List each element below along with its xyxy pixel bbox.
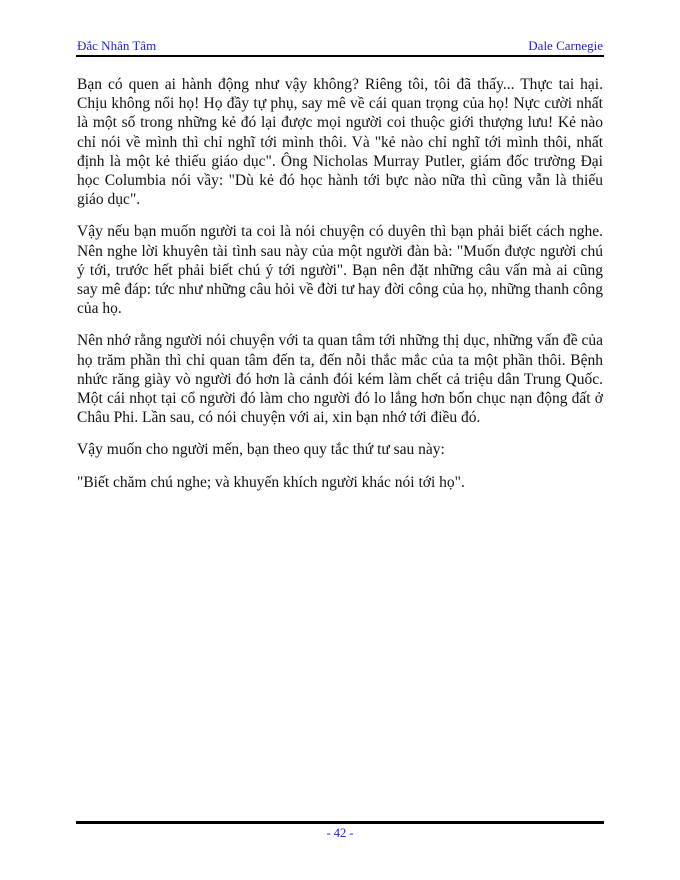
paragraph-5-rule-quote: "Biết chăm chú nghe; và khuyến khích người khác nói tới họ". [77, 473, 465, 491]
header-author: Dale Carnegie [528, 38, 603, 53]
paragraph-3: Nên nhớ rằng người nói chuyện với ta quan tâm tới những thị dục, những vấn đề của họ trăm phần thì chỉ quan tâm đến ta, đến nỗi thắc mắc của ta một phần thôi. Bệnh nhức răng giày vò người đó hơn là cảnh đói kém làm chết cả triệu dân Trung Quốc. Một cái nhọt tại cổ người đó làm cho người đó lo lắng hơn bốn chục nạn động đất ở Châu Phi. Lần sau, có nói chuyện với ai, xin bạn nhớ tới điều đó. [77, 332, 603, 427]
page-header [77, 38, 603, 53]
page-number: - 42 - [326, 826, 354, 840]
paragraph-2: Vậy nếu bạn muốn người ta coi là nói chuyện có duyên thì bạn phải biết cách nghe. Nên nghe lời khuyên tài tình sau này của một người đàn bà: "Muốn được người chú ý tới, trước hết phải biết chú ý tới người". Bạn nên đặt những câu vấn mà ai cũng say mê đáp: tức như những câu hỏi về đời tư hay đời công của họ, những thanh công của họ. [77, 223, 603, 318]
header-rule [76, 55, 604, 57]
footer-rule [76, 821, 604, 824]
header-book-title: Đắc Nhân Tâm [77, 38, 157, 53]
paragraph-1: Bạn có quen ai hành động như vậy không? Riêng tôi, tôi đã thấy... Thực tai hại. Chịu không nổi họ! Họ đầy tự phụ, say mê về cái quan trọng của họ! Nực cười nhất là một số trong những kẻ đó lại được mọi người coi thuộc giới thượng lưu! Kẻ nào chỉ nói về mình thì chỉ nghĩ tới mình thôi. Và "kẻ nào chỉ nghĩ tới mình thôi, nhất định là một kẻ thiếu giáo dục". Ông Nicholas Murray Putler, giám đốc trường Đại học Columbia nói vầy: "Dù kẻ đó học hành tới bực nào nữa thì cũng vẫn là thiếu giáo dục". [77, 76, 603, 209]
page-body [77, 75, 603, 505]
paragraph-4: Vậy muốn cho người mến, bạn theo quy tắc thứ tư sau này: [77, 441, 445, 459]
